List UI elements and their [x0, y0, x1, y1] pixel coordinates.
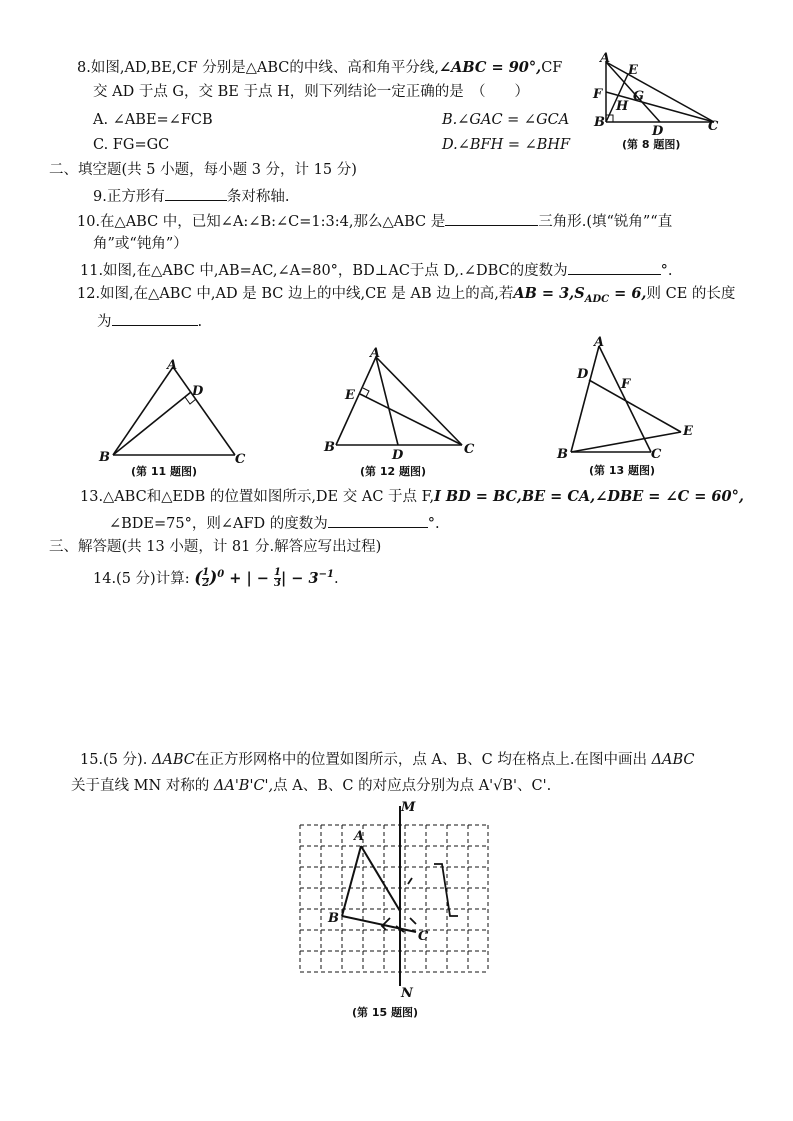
fig11-segment-bd [113, 392, 191, 455]
figure-15 [290, 798, 500, 1023]
fig15-label-b: B [328, 911, 339, 926]
fig13-side-ab [571, 346, 599, 452]
q9-blank[interactable] [165, 185, 227, 201]
fig13-label-b: B [557, 447, 568, 462]
fig11-label-b: B [99, 450, 110, 465]
fig15-label-n: N [401, 986, 413, 1001]
fig12-label-e: E [345, 388, 355, 403]
q13-line2: ∠BDE=75°，则∠AFD 的度数为 °. [109, 512, 440, 534]
fig8-label-g: G [633, 89, 645, 104]
fig13-label-e: E [683, 424, 693, 439]
fig8-label-c: C [708, 119, 719, 134]
fig12-label-d: D [392, 448, 404, 463]
figure-13 [553, 332, 708, 480]
q10-line2: 角”或“钝角”） [93, 236, 188, 252]
fig13-segment-be [571, 432, 681, 452]
q15-line2: 关于直线 MN 对称的 ΔA'B'C',点 A、B、C 的对应点分别为点 A'√B'、C'. [71, 778, 552, 794]
fig15-label-a: A [354, 829, 365, 844]
q15-line1: 15.(5 分). ΔABC在正方形网格中的位置如图所示，点 A、B、C 均在格点上.在图中画出 ΔABC [80, 752, 695, 768]
fig13-label-a: A [594, 335, 605, 350]
figure-12 [318, 345, 488, 480]
q12-line1: 12.如图,在△ABC 中,AD 是 BC 边上的中线,CE 是 AB 边上的高,若AB = $3,S_{ADC} = 6$,则 CE 的长度 [77, 285, 736, 305]
q8-line1: 8.如图,AD,BE,CF 分别是△ABC的中线、高和角平分线,∠ABC = 90°,CF [77, 59, 563, 76]
fig8-caption: (第 8 题图) [622, 138, 681, 151]
fig13-caption: (第 13 题图) [589, 464, 656, 477]
fig8-label-f: F [593, 87, 603, 102]
fig11-label-a: A [167, 358, 178, 373]
fig12-label-c: C [464, 442, 475, 457]
fig11-caption: (第 11 题图) [131, 465, 198, 478]
q10-blank[interactable] [445, 210, 538, 226]
figure-11 [95, 355, 255, 480]
section-2-heading: 二、填空题(共 5 小题，每小题 3 分，计 15 分) [49, 162, 357, 178]
fig15-grid [300, 825, 488, 972]
fig8-label-d: D [652, 124, 664, 139]
fig13-side-ac [599, 346, 651, 452]
fig13-segment-de [589, 380, 681, 432]
fig13-label-d: D [577, 367, 589, 382]
figure-8 [588, 52, 728, 154]
q11: 11.如图,在△ABC 中,AB=AC,∠A=80°，BD⊥AC于点 D,.∠DBC的度数为 °. [80, 259, 673, 281]
q8-option-d: D.∠BFH = ∠BHF [442, 137, 571, 153]
fig12-label-a: A [370, 346, 381, 361]
fig11-label-d: D [192, 384, 204, 399]
fig8-label-b: B [594, 115, 605, 130]
q10-line1: 10.在△ABC 中，已知∠A:∠B:∠C=1:3:4,那么△ABC 是 三角形.(填“锐角”“直 [77, 210, 672, 232]
q8-option-c: C. FG=GC [93, 137, 170, 153]
q13-blank[interactable] [328, 512, 428, 528]
q9: 9.正方形有 条对称轴. [93, 185, 289, 207]
fig11-label-c: C [235, 452, 246, 467]
q8-option-b: B.∠GAC = ∠GCA [442, 112, 570, 128]
fig11-side-ab [113, 367, 173, 455]
q14: 14.(5 分)计算: ( $\frac{1}{2}$ )$^0$ + | − $\frac{1}{3}$ | − $3^{-1}$. [93, 567, 339, 590]
fig15-label-c: C [418, 929, 429, 944]
fig8-label-e: E [628, 63, 638, 78]
q12-blank[interactable] [112, 310, 198, 326]
q8-option-a: A. ∠ABE=∠FCB [93, 112, 213, 128]
fig8-label-h: H [616, 99, 629, 114]
fig15-label-m: M [401, 800, 416, 815]
q12-line2: 为 . [97, 310, 202, 332]
fig12-side-ac [376, 357, 462, 445]
fig13-label-c: C [651, 447, 662, 462]
fig12-altitude-ce [360, 394, 462, 445]
fig12-label-b: B [324, 440, 335, 455]
fig12-side-ab [336, 357, 376, 445]
q11-blank[interactable] [568, 259, 661, 275]
fig8-label-a: A [600, 51, 611, 66]
q8-line2: 交 AD 于点 G，交 BE 于点 H，则下列结论一定正确的是 （ ） [93, 84, 529, 100]
fig15-caption: (第 15 题图) [352, 1006, 419, 1019]
section-3-heading: 三、解答题(共 13 小题，计 81 分.解答应写出过程) [49, 539, 382, 555]
q13-line1: 13.△ABC和△EDB 的位置如图所示,DE 交 AC 于点 F,I BD = BC,BE = CA,∠DBE = ∠C = 60°, [80, 488, 744, 505]
fig12-median-ad [376, 357, 398, 445]
fig12-caption: (第 12 题图) [360, 465, 427, 478]
fig13-label-f: F [621, 377, 631, 392]
fig11-side-ac [173, 367, 235, 455]
